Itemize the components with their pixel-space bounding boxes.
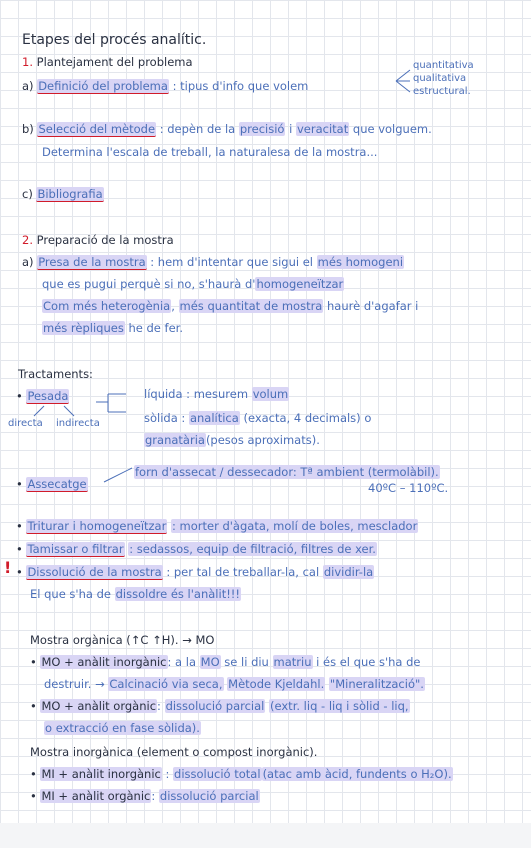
item-2a-line-3-comma: , [171, 299, 175, 313]
treatment-triturar-term: Triturar i homogeneïtzar [27, 519, 167, 533]
item-1a [22, 78, 308, 94]
pesada-indirecta: indirecta [56, 418, 100, 429]
item-2a-line-4 [42, 320, 183, 336]
treatment-assecatge [16, 476, 88, 492]
section-1-number: 1. [22, 55, 33, 69]
treatment-tamissar-text: : sedassos, equip de filtració, filtres de xer. [129, 542, 376, 556]
bullet-icon: • [16, 542, 23, 556]
item-2a-highlight-repliques: més rèpliques [43, 321, 124, 335]
treatment-dissolucio-line-2-highlight: dissoldre és l'anàlit!!! [115, 587, 241, 601]
assecatge-text [134, 464, 440, 480]
pesada-directa: directa [8, 418, 43, 429]
pesada-granataria-highlight: granatària [145, 433, 205, 447]
inorganic-sample-heading: Mostra inorgànica (element o compost inorgànic). [30, 745, 318, 759]
item-1b [22, 121, 432, 137]
page-title: Etapes del procés analític. [22, 32, 207, 48]
bullet-icon: • [16, 565, 23, 579]
treatment-dissolucio-line-2 [30, 586, 241, 602]
section-1-heading [22, 54, 193, 70]
item-1a-term: Definició del problema [38, 79, 168, 93]
inorganic-bullet-1-highlight: dissolució total [174, 767, 261, 781]
bullet-icon: • [30, 699, 37, 713]
info-type-qualitativa: qualitativa [413, 73, 467, 84]
info-type-estructural: estructural. [413, 86, 471, 97]
inorganic-bullet-2 [30, 788, 260, 804]
bullet-icon: • [16, 389, 23, 403]
pesada-liquida-text: líquida : mesurem [144, 387, 249, 401]
item-2a-letter: a) [22, 255, 34, 269]
section-2-number: 2. [22, 233, 33, 247]
treatment-pesada-term: Pesada [27, 389, 69, 403]
item-1a-text: : tipus d'info que volem [172, 79, 309, 93]
bullet-icon: • [16, 477, 23, 491]
organic-bullet-1 [30, 654, 421, 670]
organic-bullet-2-colon: : [157, 699, 161, 713]
item-2a-line-2-text: que es pugui perquè si no, s'haurà d' [42, 277, 256, 291]
arrow-icon [100, 464, 136, 488]
item-2a-highlight-quantitat: més quantitat de mostra [179, 299, 323, 313]
item-2a-line-4-text: he de fer. [128, 321, 183, 335]
organic-bullet-2-highlight: dissolució parcial [165, 699, 265, 713]
organic-bullet-2-text: (extr. liq - liq i sòlid - liq, [270, 699, 409, 713]
branch-arrow-icon [94, 390, 130, 418]
bullet-icon: • [30, 767, 37, 781]
treatment-dissolucio [16, 564, 374, 580]
item-1b-letter: b) [22, 122, 34, 136]
inorganic-bullet-2-term: MI + anàlit orgànic [41, 789, 151, 803]
inorganic-bullet-2-colon: : [151, 789, 156, 803]
item-1b-text-1: : depèn de la [159, 122, 236, 136]
item-1c-letter: c) [22, 187, 33, 201]
item-1b-text-2: i [289, 122, 293, 136]
treatment-triturar-text: : morter d'àgata, molí de boles, mesclador [172, 519, 418, 533]
bullet-icon: • [30, 789, 37, 803]
organic-bullet-1-calcinacio: Calcinació via seca, [109, 677, 223, 691]
organic-bullet-1-term: MO + anàlit inorgànic [41, 655, 167, 669]
item-1b-line-2: Determina l'escala de treball, la naturalesa de la mostra... [42, 145, 378, 159]
pesada-granataria [144, 432, 320, 448]
treatment-pesada [16, 388, 69, 404]
organic-bullet-1-matriu: matriu [273, 655, 312, 669]
page-footer-strip [0, 823, 531, 848]
pesada-solida [144, 410, 371, 426]
branch-arrow-icon [394, 66, 414, 96]
assecatge-highlight: forn d'assecat / dessecador: Tª ambient (termolàbil). [135, 465, 439, 479]
item-1c [22, 186, 104, 202]
organic-bullet-1-line-2-text: destruir. → [44, 677, 105, 691]
organic-bullet-1-kjeldahl: Mètode Kjeldahl. [228, 677, 325, 691]
section-2-heading [22, 232, 174, 248]
treatment-tamissar [16, 541, 377, 557]
organic-bullet-2-line-2-text: o extracció en fase sòlida). [45, 721, 200, 735]
treatment-assecatge-term: Assecatge [27, 477, 87, 491]
item-1b-highlight-veracitat: veracitat [296, 122, 349, 136]
pesada-liquida-highlight: volum [252, 387, 289, 401]
exclamation-icon: ! [4, 558, 12, 577]
treatment-dissolucio-highlight: dividir-la [323, 565, 374, 579]
treatments-heading: Tractaments: [18, 367, 93, 381]
item-1b-term: Selecció del mètode [38, 122, 156, 136]
pesada-granataria-text: (pesos aproximats). [205, 433, 320, 447]
item-2a-term: Presa de la mostra [38, 255, 146, 269]
split-arrow-icon [24, 404, 84, 418]
organic-bullet-1-text-3: i és el que s'ha de [316, 655, 421, 669]
organic-bullet-2-term: MO + anàlit orgànic [41, 699, 157, 713]
assecatge-temperature: 40ºC – 110ºC. [368, 481, 449, 495]
pesada-solida-text: sòlida : [144, 411, 186, 425]
item-1b-text-3: que volguem. [352, 122, 432, 136]
bullet-icon: • [30, 655, 37, 669]
item-2a-highlight-homogeni: més homogeni [317, 255, 404, 269]
item-2a-highlight-heterogenia: Com més heterogènia [43, 299, 171, 313]
inorganic-bullet-1-colon: : [165, 767, 170, 781]
inorganic-bullet-2-highlight: dissolució parcial [159, 789, 259, 803]
treatment-dissolucio-term: Dissolució de la mostra [27, 565, 162, 579]
treatment-triturar [16, 518, 418, 534]
section-2-title: Preparació de la mostra [36, 233, 174, 247]
item-2a-line-3 [42, 298, 418, 314]
info-type-quantitativa: quantitativa [413, 60, 474, 71]
item-2a-line-3-text: haurè d'agafar i [327, 299, 419, 313]
pesada-solida-text-2: (exacta, 4 decimals) o [243, 411, 372, 425]
item-2a-highlight-homogeneitzar: homogeneïtzar [256, 277, 344, 291]
bullet-icon: • [16, 519, 23, 533]
pesada-solida-highlight: analítica [189, 411, 239, 425]
item-1c-term: Bibliografia [37, 187, 103, 201]
item-2a-line-2 [42, 276, 344, 292]
pesada-liquida [144, 386, 289, 402]
item-2a-text-1: : hem d'intentar que sigui el [150, 255, 314, 269]
inorganic-bullet-1-term: MI + anàlit inorgànic [41, 767, 161, 781]
organic-bullet-1-mo: MO [200, 655, 220, 669]
organic-bullet-1-text: : a la [167, 655, 196, 669]
inorganic-bullet-1-text: (atac amb àcid, fundents o H₂O). [262, 767, 452, 781]
inorganic-bullet-1 [30, 766, 453, 782]
section-1-title: Plantejament del problema [36, 55, 193, 69]
organic-sample-heading: Mostra orgànica (↑C ↑H). → MO [30, 633, 215, 647]
organic-bullet-1-text-2: se li diu [224, 655, 269, 669]
item-1a-letter: a) [22, 79, 34, 93]
organic-bullet-2 [30, 698, 410, 714]
organic-bullet-1-line-2 [44, 676, 425, 692]
item-2a [22, 254, 404, 270]
treatment-dissolucio-line-2-text: El que s'ha de [30, 587, 111, 601]
organic-bullet-2-line-2 [44, 720, 201, 736]
treatment-tamissar-term: Tamissar o filtrar [27, 542, 124, 556]
organic-bullet-1-mineralitzacio: "Mineralització". [329, 677, 424, 691]
treatment-dissolucio-text: : per tal de treballar-la, cal [166, 565, 320, 579]
item-1b-highlight-precisio: precisió [239, 122, 285, 136]
